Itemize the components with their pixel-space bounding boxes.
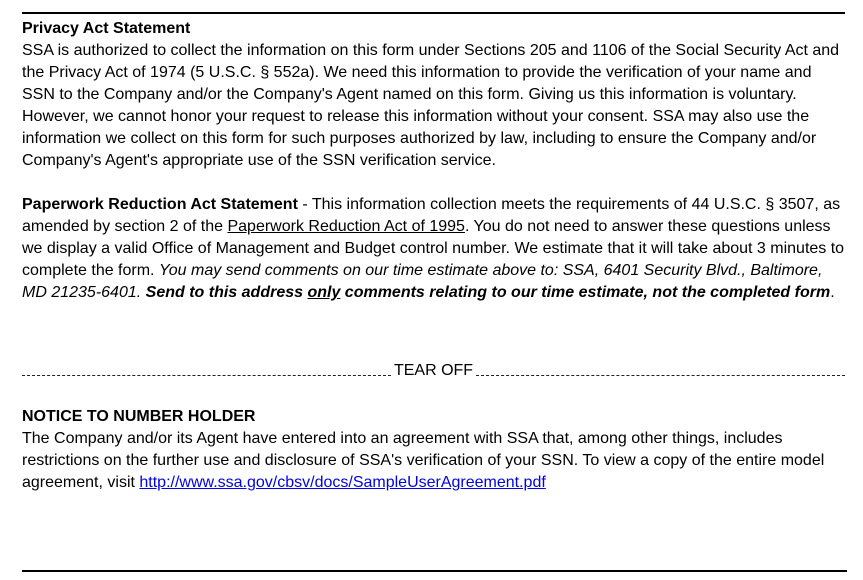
notice-heading: NOTICE TO NUMBER HOLDER bbox=[22, 408, 256, 425]
agreement-link[interactable]: http://www.ssa.gov/cbsv/docs/SampleUserAgreement.pdf bbox=[139, 474, 546, 491]
send-to-address-text: Send to this address bbox=[145, 284, 308, 301]
notice-to-number-holder-section bbox=[22, 406, 845, 494]
tear-off-dashes-left bbox=[22, 367, 391, 376]
top-rule bbox=[22, 12, 845, 14]
paperwork-text-2: . You do not need to answer these questions unless we display a valid Office of Management and Budget control number. We estimate that it will take about 3 minutes to complete the form. bbox=[22, 218, 845, 279]
privacy-act-section bbox=[22, 18, 845, 172]
paperwork-reduction-statement bbox=[22, 194, 845, 304]
ending-period: . bbox=[830, 284, 835, 301]
tear-off-dashes-right bbox=[476, 367, 845, 376]
paperwork-text-1: This information collection meets the requirements of 44 U.S.C. § 3507, as amended by section 2 of the bbox=[22, 196, 841, 235]
notice-body bbox=[22, 428, 845, 494]
notice-text: The Company and/or its Agent have entered into an agreement with SSA that, among other things, includes restrictions on the further use and disclosure of SSA's verification of your SSN. To view a copy of the entire model agreement, visit bbox=[22, 430, 825, 491]
bottom-rule bbox=[22, 570, 847, 572]
comments-relating-text: comments relating to our time estimate, not the completed form bbox=[340, 284, 831, 301]
tear-off-label: TEAR OFF bbox=[393, 362, 474, 379]
heading-dash: - bbox=[297, 196, 312, 213]
paperwork-heading: Paperwork Reduction Act Statement bbox=[22, 196, 298, 213]
tear-off-line bbox=[22, 360, 845, 382]
only-underlined: only bbox=[307, 284, 341, 301]
comments-note-italic: You may send comments on our time estimate above to: SSA, 6401 Security Blvd., Baltimore, MD 21235-6401. bbox=[22, 262, 823, 301]
privacy-act-body: SSA is authorized to collect the information on this form under Sections 205 and 1106 of the Social Security Act and the Privacy Act of 1974 (5 U.S.C. § 552a). We need this information to provide the verification of your name and SSN to the Company and/or the Company's Agent named on this form. Giving us this information is voluntary. However, we cannot honor your request to release this information without your consent. SSA may also use the information we collect on this form for such purposes authorized by law, including to ensure the Company and/or Company's Agent's appropriate use of the SSN verification service. bbox=[22, 42, 840, 169]
privacy-act-heading: Privacy Act Statement bbox=[22, 20, 191, 37]
paperwork-act-1995-underlined: Paperwork Reduction Act of 1995 bbox=[227, 218, 465, 235]
